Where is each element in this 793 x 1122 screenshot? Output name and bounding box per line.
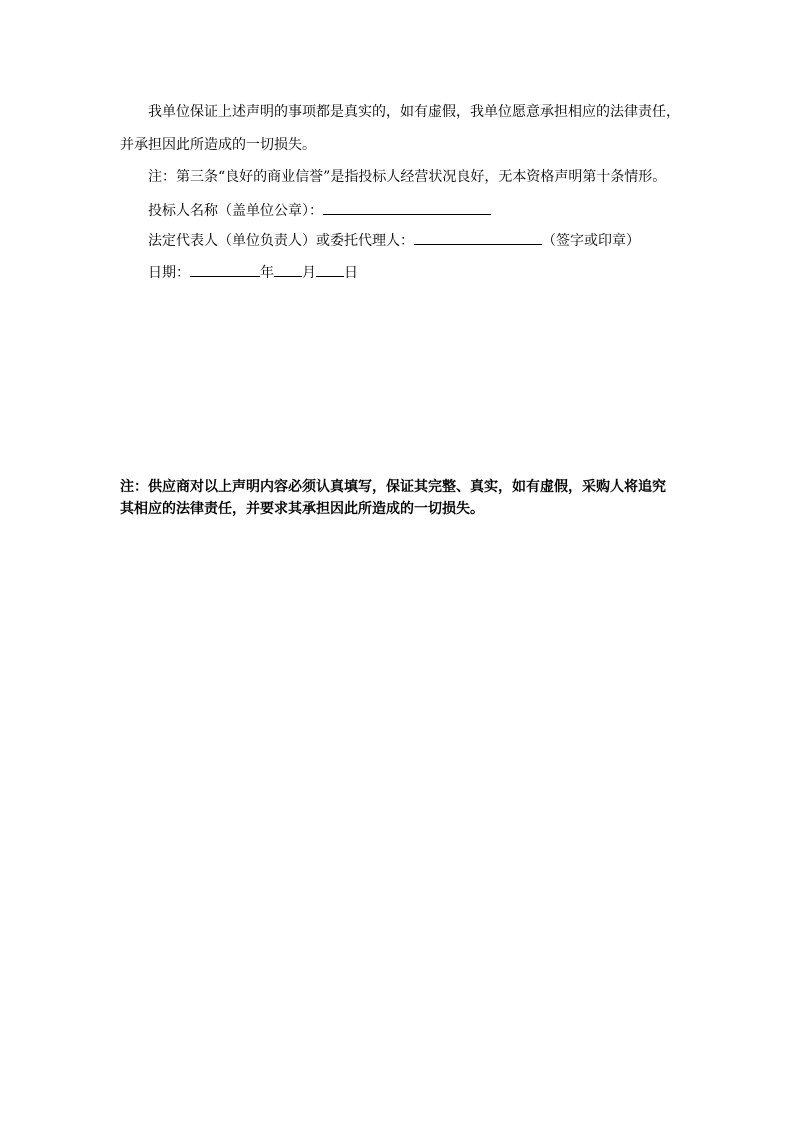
date-day-unit: 日	[344, 265, 358, 281]
date-label: 日期：	[148, 265, 190, 281]
date-year-field[interactable]	[190, 262, 260, 277]
bidder-name-label: 投标人名称（盖单位公章）：	[148, 203, 323, 219]
representative-label: 法定代表人（单位负责人）或委托代理人：	[148, 233, 414, 249]
remark-line: 注：第三条“良好的商业信誉”是指投标人经营状况良好，无本资格声明第十条情形。	[148, 169, 667, 185]
date-year-unit: 年	[260, 265, 274, 281]
declaration-line-2: 并承担因此所造成的一切损失。	[120, 137, 316, 153]
supplier-note-line-1: 注：供应商对以上声明内容必须认真填写，保证其完整、真实，如有虚假，采购人将追究	[120, 479, 666, 495]
representative-signature-field[interactable]	[414, 230, 542, 245]
date-month-field[interactable]	[274, 262, 302, 277]
date-row	[148, 262, 358, 282]
supplier-note	[120, 476, 680, 520]
date-month-unit: 月	[302, 265, 316, 281]
declaration-line-1: 我单位保证上述声明的事项都是真实的，如有虚假，我单位愿意承担相应的法律责任，	[148, 104, 680, 120]
representative-suffix: （签字或印章）	[542, 233, 640, 249]
representative-row	[148, 230, 640, 250]
bidder-name-row	[148, 200, 491, 220]
supplier-note-line-2: 其相应的法律责任，并要求其承担因此所造成的一切损失。	[120, 501, 484, 517]
date-day-field[interactable]	[316, 262, 344, 277]
bidder-name-field[interactable]	[323, 200, 491, 215]
